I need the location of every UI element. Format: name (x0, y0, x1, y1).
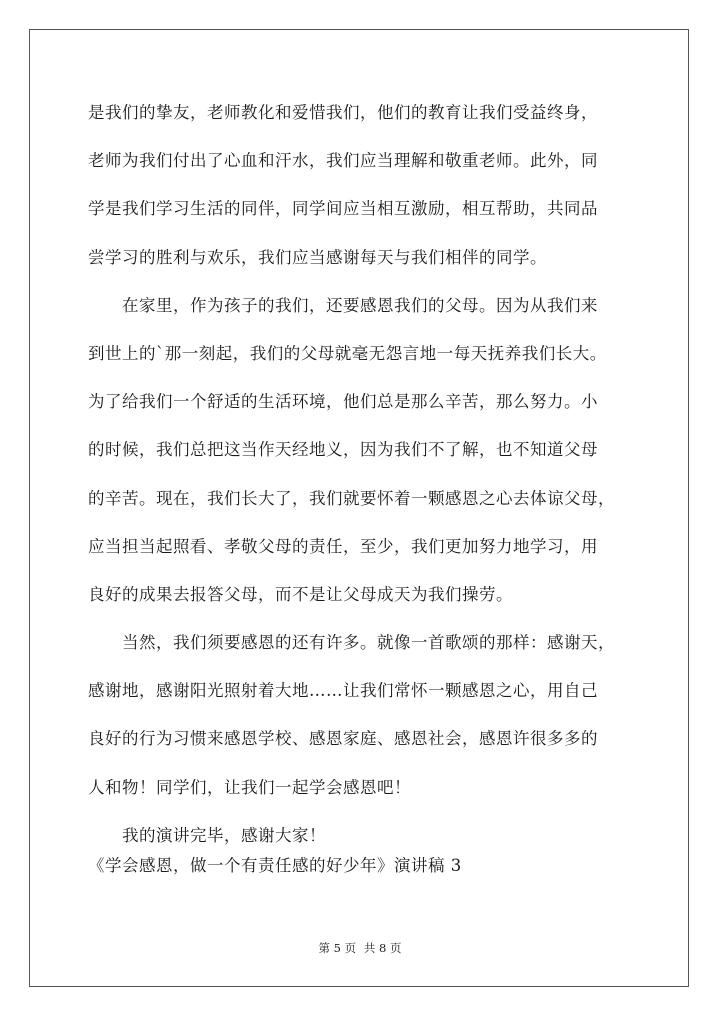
text-line: 是我们的挚友，老师教化和爱惜我们，他们的教育让我们受益终身， (88, 103, 598, 122)
page-footer (0, 940, 720, 956)
text-line: 良好的成果去报答父母，而不是让父母成天为我们操劳。 (88, 584, 513, 604)
text-line: 老师为我们付出了心血和汗水，我们应当理解和敬重老师。此外，同 (88, 151, 598, 171)
text-line: 的辛苦。现在，我们长大了，我们就要怀着一颗感恩之心去体谅父母， (88, 488, 615, 508)
text-line: 人和物！同学们，让我们一起学会感恩吧！ (88, 777, 411, 797)
paragraph (88, 89, 648, 282)
paragraph (88, 282, 648, 619)
text-line: 尝学习的胜利与欢乐，我们应当感谢每天与我们相伴的同学。 (88, 247, 547, 267)
text-line: 我的演讲完毕，感谢大家！ (122, 825, 326, 845)
text-line: 当然，我们须要感恩的还有许多。就像一首歌颂的那样：感谢天， (122, 633, 615, 653)
text-line: 应当担当起照看、孝敬父母的责任，至少，我们更加努力地学习，用 (88, 536, 598, 556)
page-total: 共 8 页 (363, 941, 402, 955)
next-speech-title: 《学会感恩，做一个有责任感的好少年》演讲稿 3 (88, 856, 462, 875)
text-line: 学是我们学习生活的同伴，同学间应当相互激励，相互帮助，共同品 (88, 199, 598, 219)
paragraph (88, 619, 648, 812)
document-body (88, 89, 648, 860)
text-line: 良好的行为习惯来感恩学校、感恩家庭、感恩社会，感恩许很多多的 (88, 729, 598, 749)
text-line: 到世上的`那一刻起，我们的父母就毫无怨言地一每天抚养我们长大。 (88, 343, 607, 363)
text-line: 为了给我们一个舒适的生活环境，他们总是那么辛苦，那么努力。小 (88, 392, 598, 412)
text-line: 在家里，作为孩子的我们，还要感恩我们的父母。因为从我们来 (122, 295, 598, 315)
page-number: 第 5 页 (318, 941, 357, 955)
text-line: 的时候，我们总把这当作天经地义，因为我们不了解，也不知道父母 (88, 440, 598, 460)
text-line: 感谢地，感谢阳光照射着大地……让我们常怀一颗感恩之心，用自己 (88, 681, 598, 701)
